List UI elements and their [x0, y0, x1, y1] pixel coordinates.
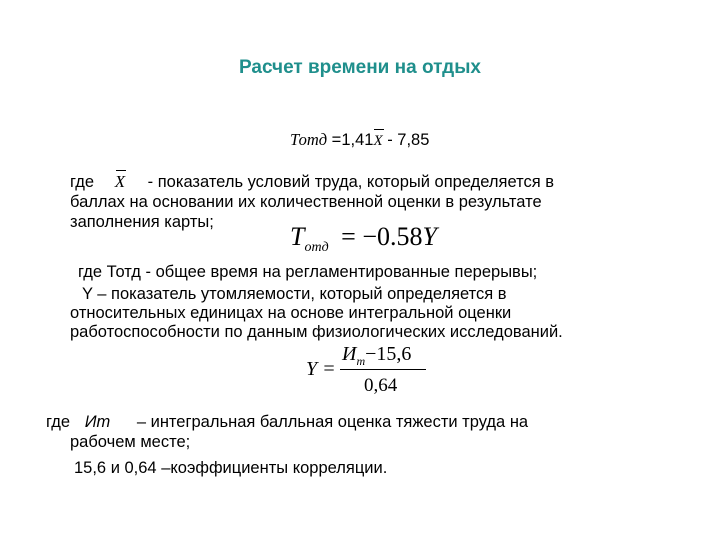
- para3-var: Ит: [84, 413, 111, 431]
- para3-line3: 15,6 и 0,64 –коэффициенты корреляции.: [74, 459, 388, 477]
- page-title: Расчет времени на отдых: [238, 57, 482, 78]
- formula2-t: T: [290, 222, 305, 251]
- formula3-num-sub: т: [356, 354, 366, 368]
- formula-t-otd: [290, 222, 437, 263]
- formula3-denominator: 0,64: [364, 375, 398, 396]
- fraction-bar: [340, 369, 426, 370]
- para1-where: где: [70, 173, 95, 191]
- formula2-rhs: = −0.58: [341, 222, 423, 251]
- formula1-x-bar: X: [373, 133, 383, 149]
- para3-line1: [46, 412, 528, 432]
- para3-where: где: [46, 413, 71, 431]
- para2-line2: Y – показатель утомляемости, который определяется в: [82, 285, 507, 303]
- formula1-lhs: Тотд: [290, 130, 328, 149]
- para2-line4: работоспособности по данным физиологических исследований.: [70, 323, 563, 341]
- formula3-lhs: Y =: [306, 358, 336, 380]
- formula3-num-rest: −15,6: [365, 343, 412, 365]
- para1-text1: - показатель условий труда, который определяется в: [147, 173, 554, 191]
- para2-line3: относительных единицах на основе интегральной оценки: [70, 304, 512, 322]
- formula2-y: Y: [422, 222, 437, 251]
- para1-line3: заполнения карты;: [70, 213, 214, 231]
- para1-x-bar: X: [114, 172, 126, 191]
- formula1-eq: =1,41: [327, 131, 374, 149]
- para3-text1: – интегральная балльная оценка тяжести труда на: [136, 413, 529, 431]
- formula2-sub: отд: [304, 240, 329, 255]
- formula1-rest: - 7,85: [382, 131, 430, 149]
- formula3-numerator: [342, 343, 411, 372]
- para3-line2: рабочем месте;: [70, 433, 191, 451]
- para1-line1: [70, 172, 554, 192]
- para1-line2: баллах на основании их количественной оценки в результате: [70, 193, 542, 211]
- para2-line1: где Тотд - общее время на регламентированные перерывы;: [78, 263, 538, 281]
- formula-rest-time: [290, 130, 429, 151]
- formula3-num-var: И: [342, 343, 357, 365]
